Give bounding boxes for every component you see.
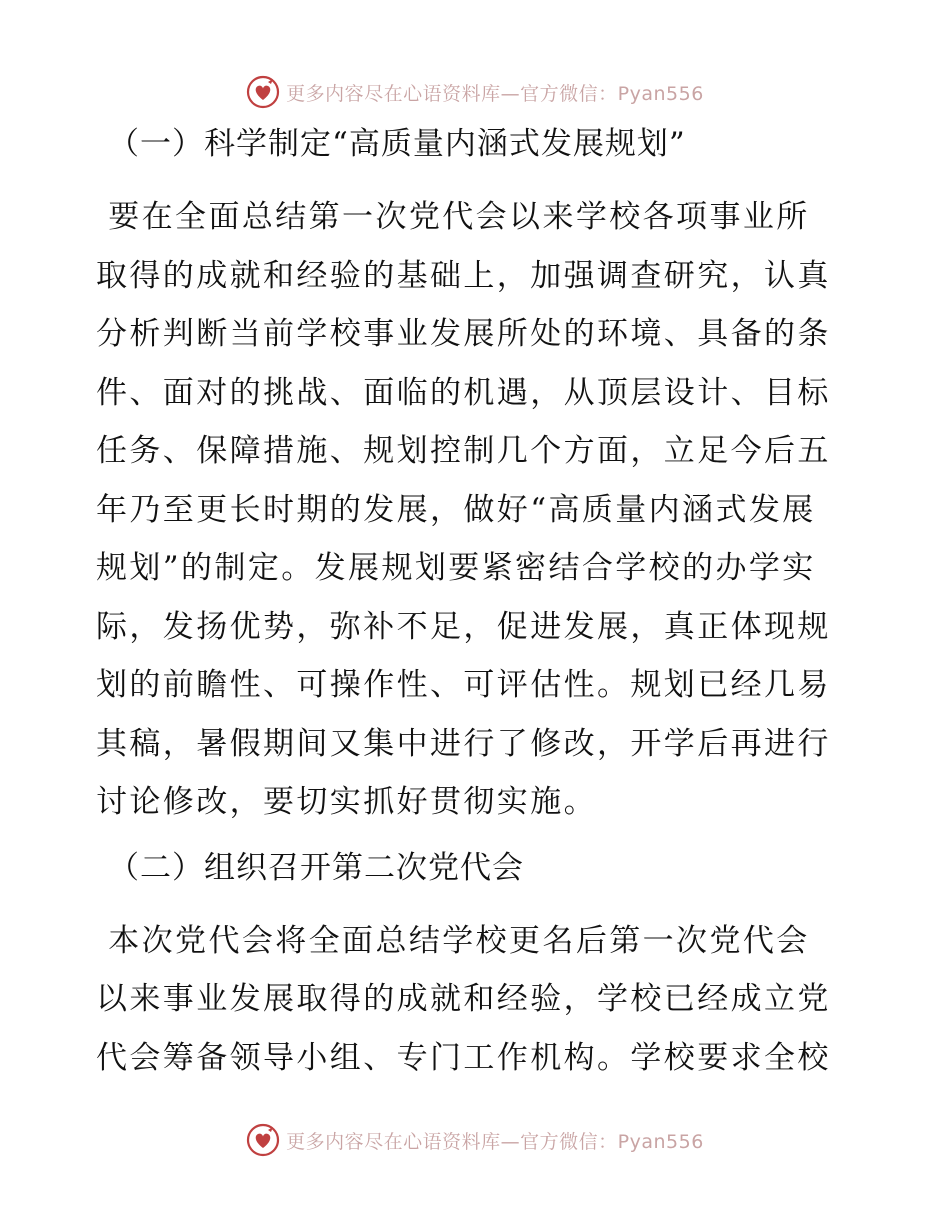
- paragraph-line: 代会筹备领导小组、专门工作机构。学校要求全校: [96, 1039, 831, 1076]
- section-paragraph: [96, 912, 856, 1088]
- paragraph-line: 其稿，暑假期间又集中进行了修改，开学后再进行: [96, 725, 831, 762]
- paragraph-line: 讨论修改，要切实抓好贯彻实施。: [96, 784, 597, 820]
- paragraph-line: 件、面对的挑战、面临的机遇，从顶层设计、目标: [96, 374, 831, 411]
- paragraph-line: 本次党代会将全面总结学校更名后第一次党代会: [96, 922, 810, 959]
- watermark-header: [0, 72, 950, 112]
- paragraph-line: 规划”的制定。发展规划要紧密结合学校的办学实: [96, 550, 816, 586]
- section-1: [96, 124, 856, 832]
- paragraph-line: 取得的成就和经验的基础上，加强调查研究，认真: [96, 257, 831, 294]
- section-heading: （二）组织召开第二次党代会: [108, 849, 524, 886]
- document-body: [96, 124, 856, 1087]
- paragraph-line: 以来事业发展取得的成就和经验，学校已经成立党: [96, 981, 831, 1017]
- section-heading: （一）科学制定“高质量内涵式发展规划”: [108, 126, 686, 162]
- watermark-text: 更多内容尽在心语资料库—官方微信：Pyan556: [286, 1130, 704, 1153]
- watermark-text: 更多内容尽在心语资料库—官方微信：Pyan556: [286, 82, 704, 105]
- paragraph-line: 际，发扬优势，弥补不足，促进发展，真正体现规: [96, 608, 831, 645]
- paragraph-line: 分析判断当前学校事业发展所处的环境、具备的条: [96, 316, 831, 352]
- heart-pen-logo-icon: [246, 75, 280, 109]
- paragraph-line: 要在全面总结第一次党代会以来学校各项事业所: [96, 199, 810, 235]
- paragraph-line: 年乃至更长时期的发展，做好“高质量内涵式发展: [96, 491, 816, 528]
- paragraph-line: 任务、保障措施、规划控制几个方面，立足今后五: [96, 433, 831, 469]
- heart-pen-logo-icon: [246, 1123, 280, 1157]
- paragraph-line: 划的前瞻性、可操作性、可评估性。规划已经几易: [96, 667, 831, 703]
- section-paragraph: [96, 188, 856, 832]
- section-2: [96, 848, 856, 1088]
- watermark-footer: [0, 1120, 950, 1160]
